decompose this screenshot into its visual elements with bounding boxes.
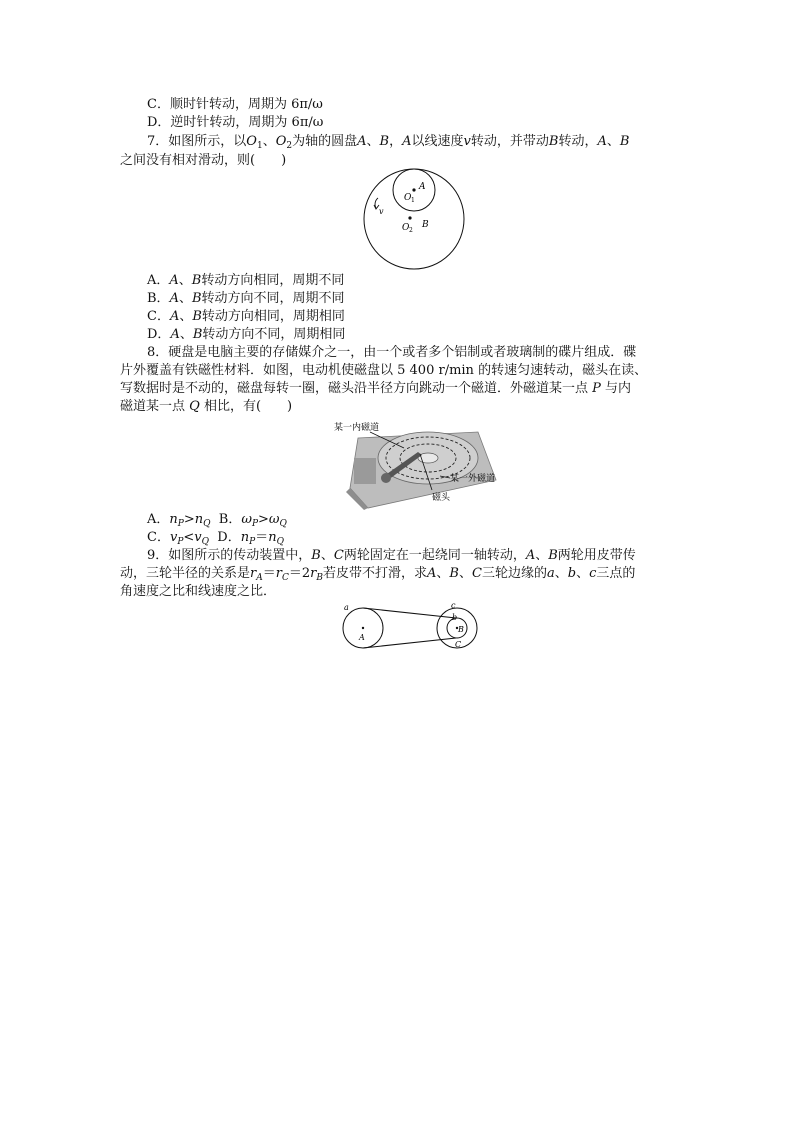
label-wheel-a: A xyxy=(359,633,365,642)
q9-belt-drive-figure xyxy=(335,600,485,656)
label-b-point: b xyxy=(452,613,458,622)
q8-stem-line1: 8．硬盘是电脑主要的存储媒介之一，由一个或者多个铝制或者玻璃制的碟片组成．碟 xyxy=(147,345,637,360)
label-v: v xyxy=(379,207,384,216)
disc-b-outline xyxy=(364,169,464,269)
q9-stem-line1: 9．如图所示的传动装置中，B、C两轮固定在一起绕同一轴转动，A、B两轮用皮带传 xyxy=(147,548,636,563)
svg-text:1: 1 xyxy=(411,197,415,204)
label-a: A xyxy=(419,182,426,192)
label-head: 磁头 xyxy=(432,493,451,503)
q7-stem-line1: 7．如图所示，以$O_1$、$O_2$为轴的圆盘A、B，A以线速度v转动，并带动B转动，A、B xyxy=(147,134,630,151)
q9-stem-line3: 角速度之比和线速度之比． xyxy=(120,584,277,599)
q7-option-a: A．A、B转动方向相同，周期不同 xyxy=(147,273,345,288)
o2-point xyxy=(408,216,411,219)
q7-stem-line2: 之间没有相对滑动，则( ) xyxy=(120,153,287,168)
q8-options-cd: C．$v_P<v_Q$ D．$n_P=n_Q$ xyxy=(147,530,284,547)
label-o2: O xyxy=(402,223,410,233)
q7-disc-figure xyxy=(360,168,472,272)
q6-option-c: C．顺时针转动，周期为 6π/ω xyxy=(147,97,323,112)
q8-stem-line2: 片外覆盖有铁磁性材料．如图，电动机使磁盘以 5 400 r/min 的转速匀速转动，磁头在读、 xyxy=(120,363,648,378)
label-outer-track: 某一外磁道 xyxy=(450,474,496,484)
label-wheel-c: C xyxy=(455,640,462,649)
q9-stem-line2: 动，三轮半径的关系是$r_A=r_C=2r_B$若皮带不打滑，求A、B、C三轮边缘的a、b、c三点的 xyxy=(120,566,636,583)
o1-point xyxy=(412,188,415,191)
label-inner-track: 某一内磁道 xyxy=(334,423,380,433)
q8-stem-line3: 写数据时是不动的，磁盘每转一圈，磁头沿半径方向跳动一个磁道．外磁道某一点 P 与内 xyxy=(120,381,632,396)
q8-hard-disk-figure xyxy=(328,418,500,510)
label-wheel-b: B xyxy=(458,625,464,634)
svg-text:2: 2 xyxy=(409,227,413,234)
q7-option-c: C．A、B转动方向相同，周期相同 xyxy=(147,309,345,324)
label-b: B xyxy=(422,220,429,230)
q7-option-d: D．A、B转动方向不同，周期相同 xyxy=(147,327,346,342)
q8-stem-line4: 磁道某一点 Q 相比，有( ) xyxy=(120,399,293,414)
q6-option-d: D．逆时针转动，周期为 6π/ω xyxy=(147,115,324,130)
label-a-point: a xyxy=(344,603,349,612)
q8-options-ab: A．$n_P>n_Q$ B．$\omega_P>\omega_Q$ xyxy=(147,512,287,529)
label-c-point: c xyxy=(451,601,456,610)
label-o1: O xyxy=(404,193,412,203)
q7-option-b: B．A、B转动方向不同，周期不同 xyxy=(147,291,345,306)
